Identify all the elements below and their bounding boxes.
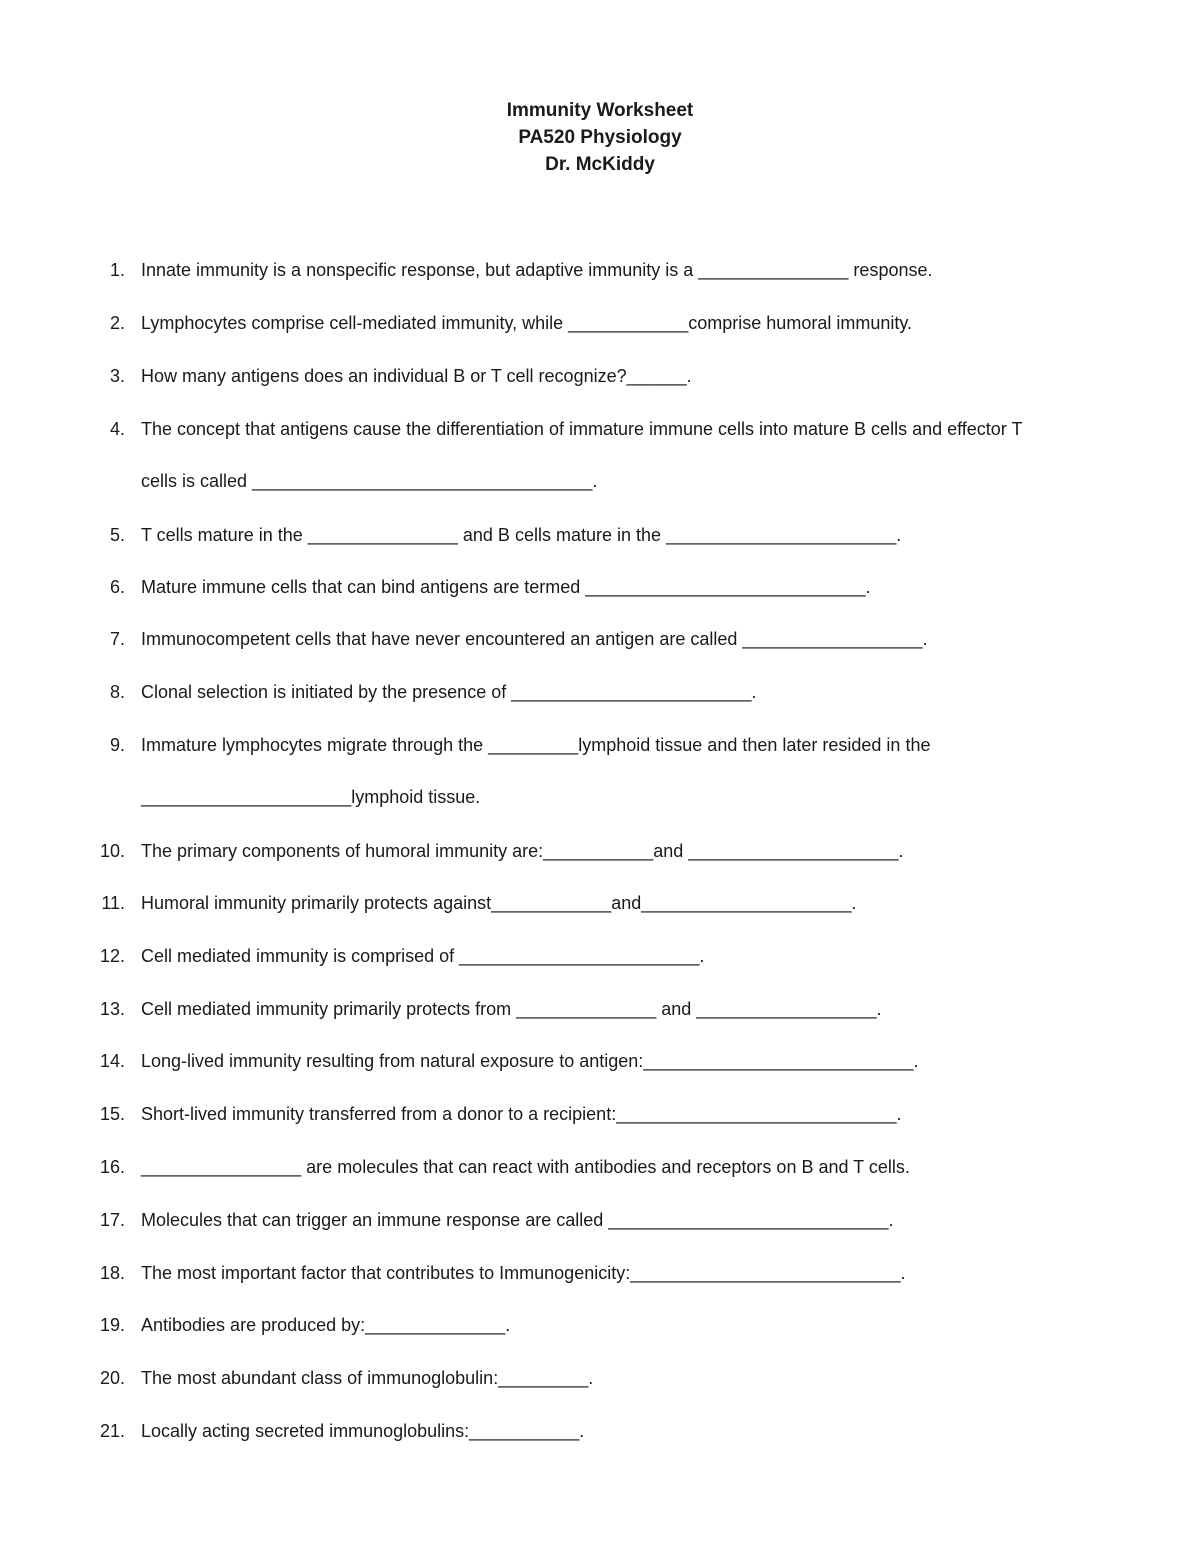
question-number: 18. — [99, 1263, 125, 1283]
question-text: Clonal selection is initiated by the presence of ________________________. — [141, 682, 757, 702]
question-text: Short-lived immunity transferred from a donor to a recipient:____________________________. — [141, 1104, 902, 1124]
question-text: cells is called __________________________________. — [141, 471, 598, 491]
question-text: The concept that antigens cause the differentiation of immature immune cells into mature B cells and effector T — [141, 419, 1023, 439]
question-text: Mature immune cells that can bind antigens are termed ____________________________. — [141, 577, 871, 597]
question-text: Locally acting secreted immunoglobulins:___________. — [141, 1421, 585, 1441]
question-number: 2. — [109, 313, 125, 333]
question-text: Long-lived immunity resulting from natural exposure to antigen:___________________________. — [141, 1051, 919, 1071]
worksheet-title: Immunity Worksheet — [506, 100, 694, 121]
question-text: The most important factor that contributes to Immunogenicity:___________________________. — [141, 1263, 906, 1283]
question-number: 13. — [99, 999, 125, 1019]
question-text: Lymphocytes comprise cell-mediated immunity, while ____________comprise humoral immunity. — [141, 313, 913, 333]
question-text: Cell mediated immunity primarily protects from ______________ and __________________. — [141, 999, 882, 1019]
question-text: Innate immunity is a nonspecific response, but adaptive immunity is a _______________ response. — [141, 260, 933, 280]
question-text: The most abundant class of immunoglobulin:_________. — [141, 1368, 594, 1388]
question-number: 7. — [109, 629, 125, 649]
question-text: Molecules that can trigger an immune response are called ____________________________. — [141, 1210, 894, 1230]
question-number: 19. — [99, 1315, 125, 1335]
question-text: Cell mediated immunity is comprised of ________________________. — [141, 946, 705, 966]
question-number: 20. — [99, 1368, 125, 1388]
question-number: 15. — [99, 1104, 125, 1124]
question-number: 1. — [109, 260, 125, 280]
course-name: PA520 Physiology — [518, 127, 682, 148]
question-number: 10. — [99, 841, 125, 861]
question-number: 14. — [99, 1051, 125, 1071]
question-number: 6. — [109, 577, 125, 597]
question-number: 21. — [99, 1421, 125, 1441]
instructor-name: Dr. McKiddy — [545, 154, 655, 175]
question-number: 9. — [109, 735, 125, 755]
question-number: 8. — [109, 682, 125, 702]
question-text: T cells mature in the _______________ and B cells mature in the _______________________. — [141, 525, 902, 545]
question-text: _____________________lymphoid tissue. — [141, 787, 481, 807]
question-number: 3. — [109, 366, 125, 386]
question-number: 4. — [109, 419, 125, 439]
worksheet-header — [0, 97, 1200, 178]
question-number: 16. — [99, 1157, 125, 1177]
question-text: Immunocompetent cells that have never encountered an antigen are called __________________. — [141, 629, 928, 649]
question-text: Antibodies are produced by:______________. — [141, 1315, 511, 1335]
question-text: How many antigens does an individual B or T cell recognize?______. — [141, 366, 692, 386]
question-text: The primary components of humoral immunity are:___________and _____________________. — [141, 841, 904, 861]
question-text: Humoral immunity primarily protects against____________and_____________________. — [141, 893, 857, 913]
question-number: 12. — [99, 946, 125, 966]
question-number: 11. — [101, 893, 125, 913]
question-text: Immature lymphocytes migrate through the _________lymphoid tissue and then later resided in the — [141, 735, 931, 755]
question-number: 17. — [99, 1210, 125, 1230]
question-text: ________________ are molecules that can react with antibodies and receptors on B and T cells. — [141, 1157, 910, 1177]
question-number: 5. — [109, 525, 125, 545]
